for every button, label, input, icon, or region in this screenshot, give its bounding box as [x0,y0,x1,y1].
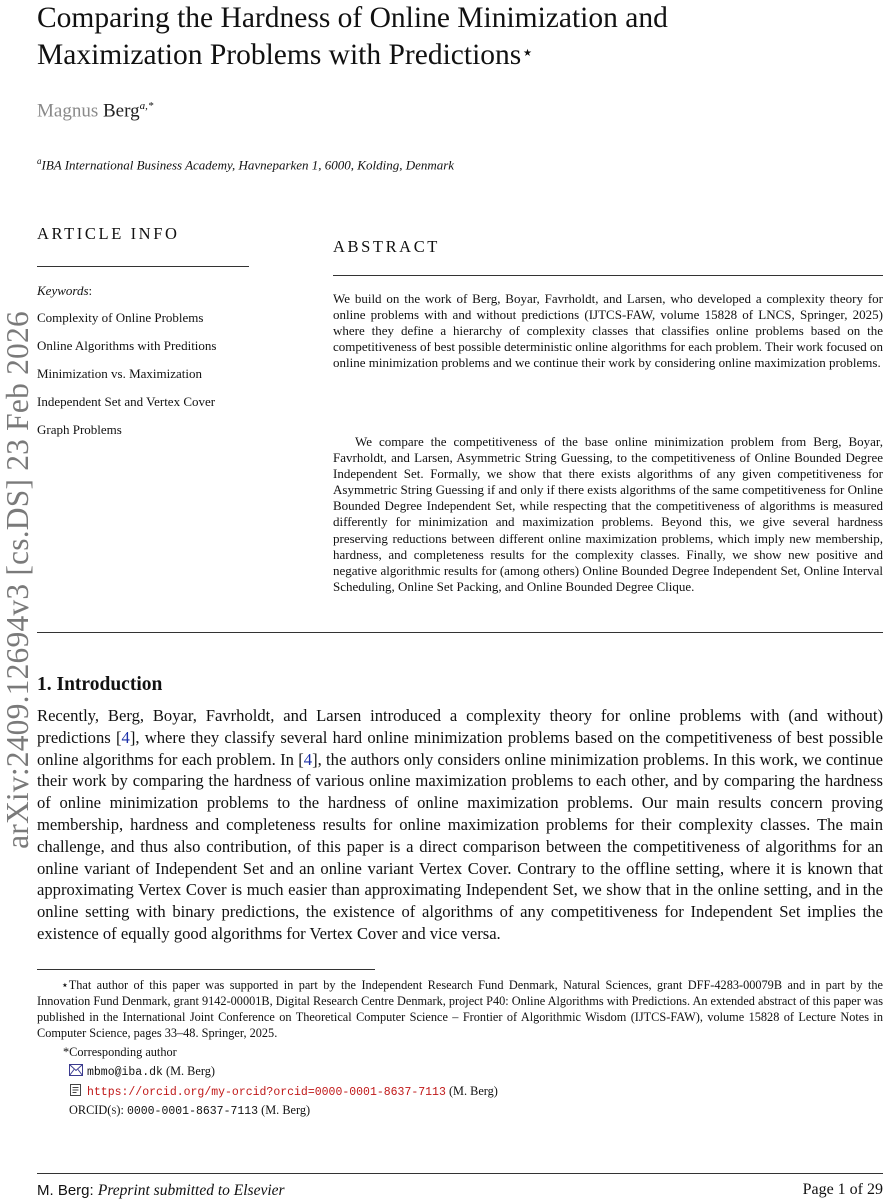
email-owner: (M. Berg) [166,1064,215,1078]
keywords-label: Keywords: [37,283,93,298]
abstract-divider [333,275,883,276]
footer-divider [37,1173,883,1174]
footer-note: Preprint submitted to Elsevier [97,1182,285,1199]
keyword-item: Independent Set and Vertex Cover [37,394,216,409]
email-address[interactable]: mbmo@iba.dk [87,1066,163,1079]
orcid-id-owner: (M. Berg) [261,1103,311,1117]
email-icon [69,1064,83,1076]
orcid-id-line [69,1103,310,1118]
intro-text-segment: ], where they classify several hard online minimization problems based on the competitiveness of best possible online algorithms for each problem. In [ [37,727,883,769]
author-first-name: Magnus [37,100,99,122]
abstract-heading: ABSTRACT [333,237,440,256]
footer-left [37,1182,285,1200]
footer-author: M. Berg: [37,1182,98,1199]
corresponding-author-note: *Corresponding author [63,1045,177,1059]
orcid-id: 0000-0001-8637-7113 [126,1105,259,1118]
page-number: Page 1 of 29 [802,1181,883,1198]
author-marks: a,* [139,100,154,112]
citation-link[interactable]: 4 [303,749,313,769]
arxiv-identifier-stamp [0,260,36,900]
arxiv-stamp-text: arXiv:2409.12694v3 [cs.DS] 23 Feb 2026 [0,311,35,849]
affiliation-mark: a [37,156,42,166]
footnote-star-mark: ⋆ [61,978,69,992]
title-line-2 [37,37,777,74]
keyword-item: Graph Problems [37,422,122,437]
orcid-url-line [69,1084,498,1099]
orcid-label: ORCID(s): [69,1103,127,1117]
title-line-2-text: Maximization Problems with Predictions [37,39,522,71]
section-divider [37,632,883,633]
introduction-heading: 1. Introduction [37,674,163,695]
intro-text-segment: Recently, Berg, Boyar, Favrholdt, and Larsen introduced a complexity theory for online problems with (and without) predictions [ [37,706,883,747]
intro-text-segment: ], the authors only considers online minimization problems. In this work, we continue their work by comparing the hardness of various online maximization problems to each other, and by comparing the hardness of online minimization problems to the hardness of online maximization problems. Our main results concern proving membership, hardness and completeness results for online maximization problems for their complexity classes. The main challenge, and thus also contribution, of this paper is a direct comparison between the competitiveness of algorithms for an online variant of Independent Set and an online variant Vertex Cover. Contrary to the offline setting, where it is known that approximating Vertex Cover is much easier than approximating Independent Set, we show that in the online setting, and in the online setting with binary predictions, the existence of algorithms of any competitiveness for Independent Set implies the existence of equally good algorithms for Vertex Cover and vice versa. [37,749,884,943]
abstract-paragraph-1: We build on the work of Berg, Boyar, Favrholdt, and Larsen, who developed a complexity theory for online problems with and without predictions (IJTCS-FAW, volume 15828 of LNCS, Springer, 2025) where they define a hierarchy of complexity classes that classifies online problems based on the competitiveness of best possible deterministic online algorithms for each problem. Their work focused on online minimization problems and we continue their work by considering online maximization problems. [333,291,883,371]
article-info-heading: ARTICLE INFO [37,224,180,243]
abstract-paragraph-2: We compare the competitiveness of the base online minimization problem from Berg, Boyar, Favrholdt, and Larsen, Asymmetric String Guessing, to the competitiveness of Online Bounded Degree Independent Set. Formally, we show that there exists algorithms of any given competitiveness for Asymmetric String Guessing if and only if there exists algorithms of the same competitiveness for Online Bounded Degree Independent Set, while respecting that the competitiveness of algorithms is measured differently for minimization and maximization problems. Beyond this, we give several hardness preserving reductions between different online maximization problems, which imply new membership, hardness, and completeness results for the complexity classes. Finally, we show new positive and negative algorithmic results for (among others) Online Bounded Degree Independent Set, Online Interval Scheduling, Online Set Packing, and Online Bounded Degree Clique. [333,434,883,594]
keyword-item: Online Algorithms with Preditions [37,338,217,353]
keywords-list [37,310,216,450]
orcid-url-link[interactable]: https://orcid.org/my-orcid?orcid=0000-0001-8637-7113 [87,1086,446,1099]
article-info-divider [37,266,249,267]
citation-link[interactable]: 4 [121,727,130,747]
introduction-paragraph [37,705,883,945]
email-line [69,1064,215,1079]
affiliation-text: IBA International Business Academy, Havneparken 1, 6000, Kolding, Denmark [41,157,455,173]
keywords-label-text: Keywords [37,283,89,298]
keyword-item: Minimization vs. Maximization [37,366,203,381]
link-icon [69,1084,83,1096]
paper-title [37,0,777,74]
author-line [37,100,153,122]
keyword-item: Complexity of Online Problems [37,310,204,325]
funding-footnote [37,977,883,1041]
title-footnote-star: ⋆ [521,42,534,64]
funding-footnote-text: That author of this paper was supported in part by the Independent Research Fund Denmark, Natural Sciences, grant DFF-4283-00079B and in part by the Innovation Fund Denmark, grant 9142-00001B, Digital Research Centre Denmark, project P40: Online Algorithms with Predictions. An extended abstract of this paper was published in the International Joint Conference on Theoretical Computer Science – Frontier of Algorithmic Wisdom (IJTCS-FAW), volume 15828 of Lecture Notes in Computer Science, pages 33–48. Springer, 2025. [37,978,883,1041]
footnote-divider [37,969,375,970]
affiliation [37,156,454,173]
author-last-name: Berg [102,100,140,122]
orcid-url-owner: (M. Berg) [448,1084,498,1098]
title-line-1: Comparing the Hardness of Online Minimization and [37,2,668,34]
